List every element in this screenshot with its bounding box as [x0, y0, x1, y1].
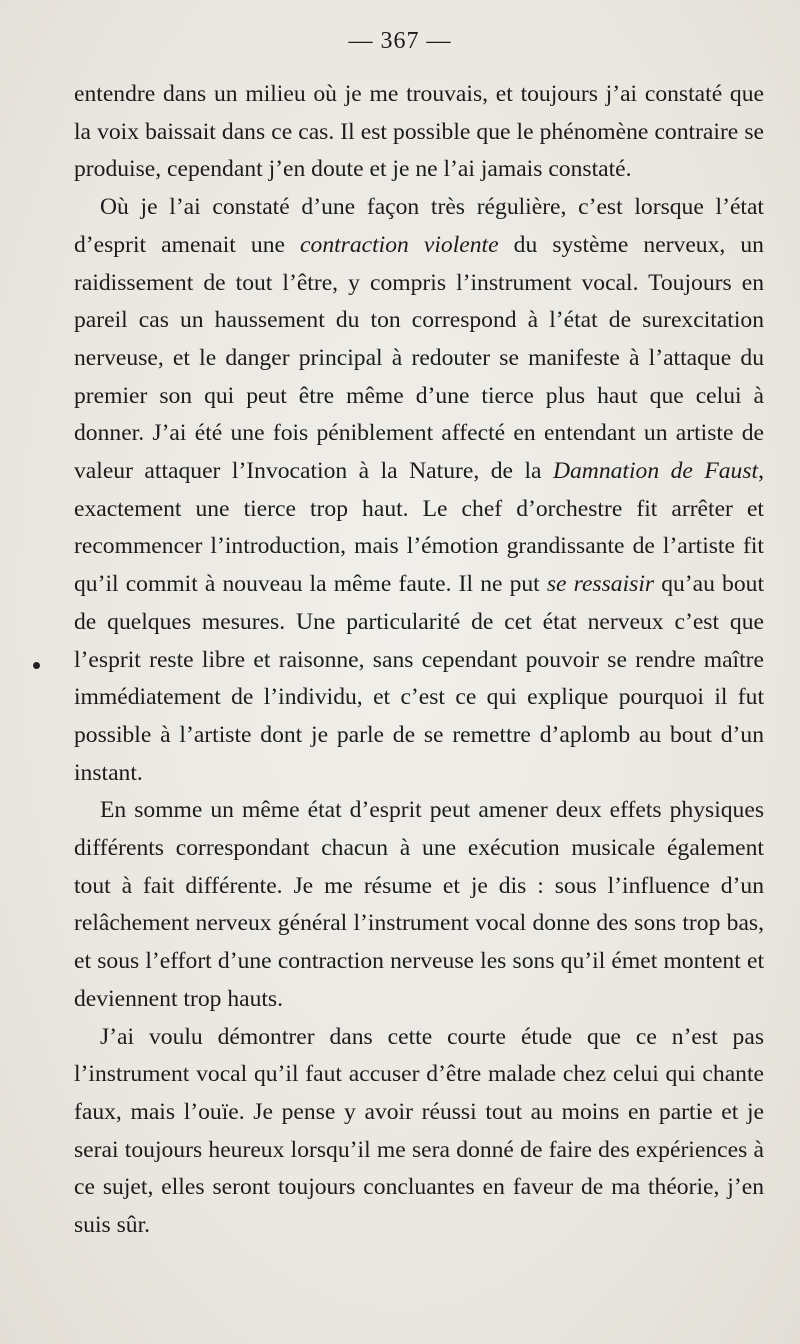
paragraph-4: J’ai voulu démontrer dans cette courte étude que ce n’est pas l’instrument vocal qu’il faut accuser d’être malade chez celui qui chante faux, mais l’ouïe. Je pense y avoir réussi tout au moins en partie et je serai toujours heureux lorsqu’il me sera donné de faire des expériences à ce sujet, elles seront toujours concluantes en faveur de ma théorie, j’en suis sûr.	[74, 1023, 764, 1239]
margin-mark	[33, 662, 40, 669]
paragraph-1: entendre dans un milieu où je me trouvais, et toujours j’ai constaté que la voix baissait dans ce cas. Il est possible que le phénomène contraire se produise, cependant j’en doute et je ne l’ai jamais constaté.	[74, 81, 764, 183]
italic-damnation-de-faust: Damnation de Faust	[552, 458, 759, 485]
paragraph-2-text-b: du système nerveux, un raidissement de tout l’être, y compris l’instrument vocal. Toujours en pareil cas un haussement du ton correspond à l’état de surexcitation nerveuse, et le danger principal à redouter se manifeste à l’attaque du premier son qui peut être même d’une tierce plus haut que celui à donner. J’ai été une fois péniblement affecté en entendant un artiste de valeur attaquer l’Invocation à la Nature, de la	[74, 231, 764, 485]
italic-se-ressaisir: se ressaisir	[546, 571, 655, 598]
page-body	[74, 76, 764, 1245]
paragraph-2-text-a: Où je l’ai constaté d’une façon très régulière, c’est lorsque l’état d’esprit amenait une	[74, 194, 764, 258]
paragraph-2-text-c: , exactement une tierce trop haut. Le chef d’orchestre fit arrêter et recommencer l’introduction, mais l’émotion grandissante de l’artiste fit qu’il commit à nouveau la même faute. Il ne put	[74, 458, 764, 598]
paragraph-2-text-d: qu’au bout de quelques mesures. Une particularité de cet état nerveux c’est que l’esprit reste libre et raisonne, sans cependant pouvoir se rendre maître immédiatement de l’individu, et c’est ce qui explique pourquoi il fut possible à l’artiste dont je parle de se remettre d’aplomb au bout d’un instant.	[74, 571, 764, 786]
paragraph-3: En somme un même état d’esprit peut amener deux effets physiques différents correspondant chacun à une exécution musicale également tout à fait différente. Je me résume et je dis : sous l’influence d’un relâchement nerveux général l’instrument vocal donne des sons trop bas, et sous l’effort d’une contraction nerveuse les sons qu’il émet montent et deviennent trop hauts.	[74, 797, 764, 1012]
paragraph-2	[74, 189, 764, 792]
italic-contraction-violente: contraction violente	[300, 231, 499, 258]
page-number: — 367 —	[348, 28, 452, 54]
